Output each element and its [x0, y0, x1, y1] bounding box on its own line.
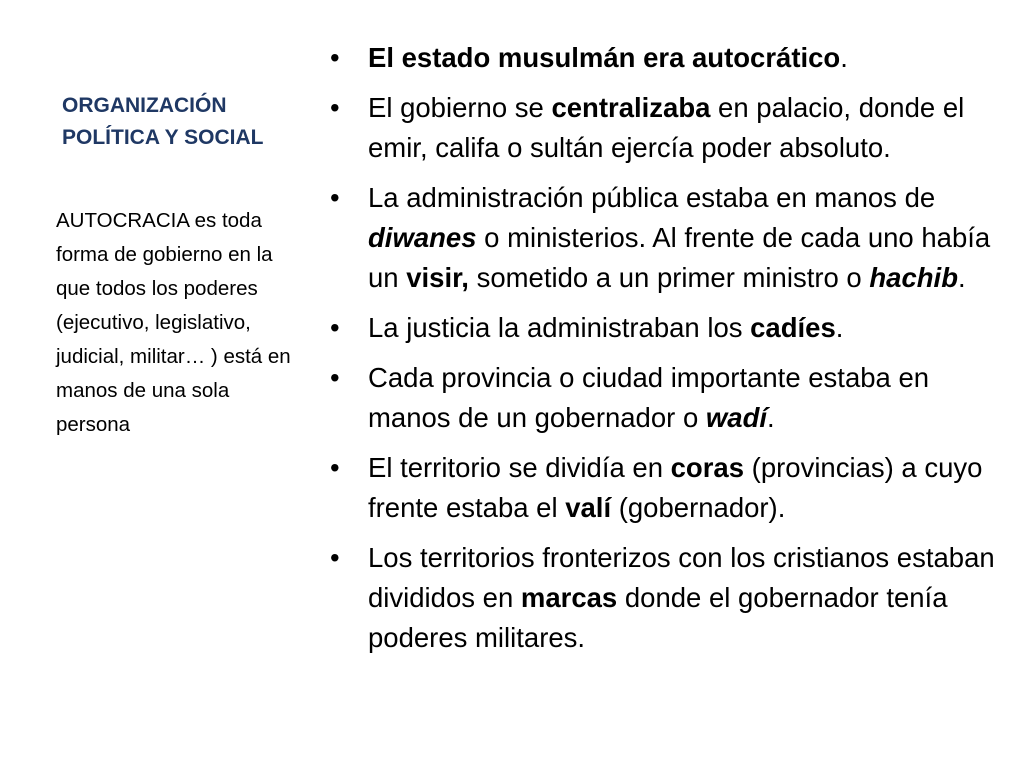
bullet-text: (provincias) a cuyo frente estaba el	[368, 452, 983, 523]
bullet-text: en palacio, donde el emir, califa o sultán ejercía poder absoluto.	[368, 92, 965, 163]
bullet-text: .	[840, 42, 848, 73]
bullet-emphasis: centralizaba	[551, 92, 711, 123]
bullet-text: .	[767, 402, 775, 433]
bullet-item	[330, 178, 1002, 298]
bullet-text: La administración pública estaba en manos de	[368, 182, 936, 213]
bullet-item	[330, 358, 1002, 438]
bullet-emphasis: El estado musulmán era autocrático	[368, 42, 841, 73]
bullet-list	[330, 38, 1002, 668]
bullet-emphasis: marcas	[520, 582, 618, 613]
bullet-emphasis: coras	[670, 452, 745, 483]
bullet-emphasis: diwanes	[368, 222, 477, 253]
slide-title	[62, 90, 302, 154]
bullet-emphasis: cadíes	[750, 312, 836, 343]
bullet-item	[330, 308, 1002, 348]
bullet-text: La justicia la administraban los	[368, 312, 751, 343]
bullet-text: o ministerios. Al frente de cada uno había un	[368, 222, 991, 293]
bullet-emphasis: wadí	[705, 402, 768, 433]
bullet-text: El gobierno se	[368, 92, 552, 123]
bullet-text: donde el gobernador tenía poderes militares.	[368, 582, 948, 653]
bullet-text: .	[835, 312, 844, 343]
bullet-item	[330, 88, 1002, 168]
bullet-item	[330, 448, 1002, 528]
bullet-emphasis: valí	[565, 492, 612, 523]
bullet-text: .	[958, 262, 966, 293]
slide-title-line-2: POLÍTICA Y SOCIAL	[62, 126, 264, 149]
bullet-text: sometido a un primer ministro o	[468, 262, 870, 293]
bullet-text: Los territorios fronterizos con los cristianos estaban divididos en	[368, 542, 995, 613]
bullet-item	[330, 538, 1002, 658]
bullet-emphasis: visir,	[406, 262, 469, 293]
bullet-text: (gobernador).	[611, 492, 786, 523]
bullet-text: El territorio se dividía en	[368, 452, 671, 483]
bullet-emphasis: hachib	[869, 262, 958, 293]
definition-note: AUTOCRACIA es toda forma de gobierno en la que todos los poderes (ejecutivo, legislativo, judicial, militar… ) está en manos de una sola persona	[56, 209, 291, 436]
bullet-item	[330, 38, 1002, 78]
slide-title-line-1: ORGANIZACIÓN	[62, 94, 227, 117]
bullet-text: Cada provincia o ciudad importante estaba en manos de un gobernador o	[368, 362, 930, 433]
